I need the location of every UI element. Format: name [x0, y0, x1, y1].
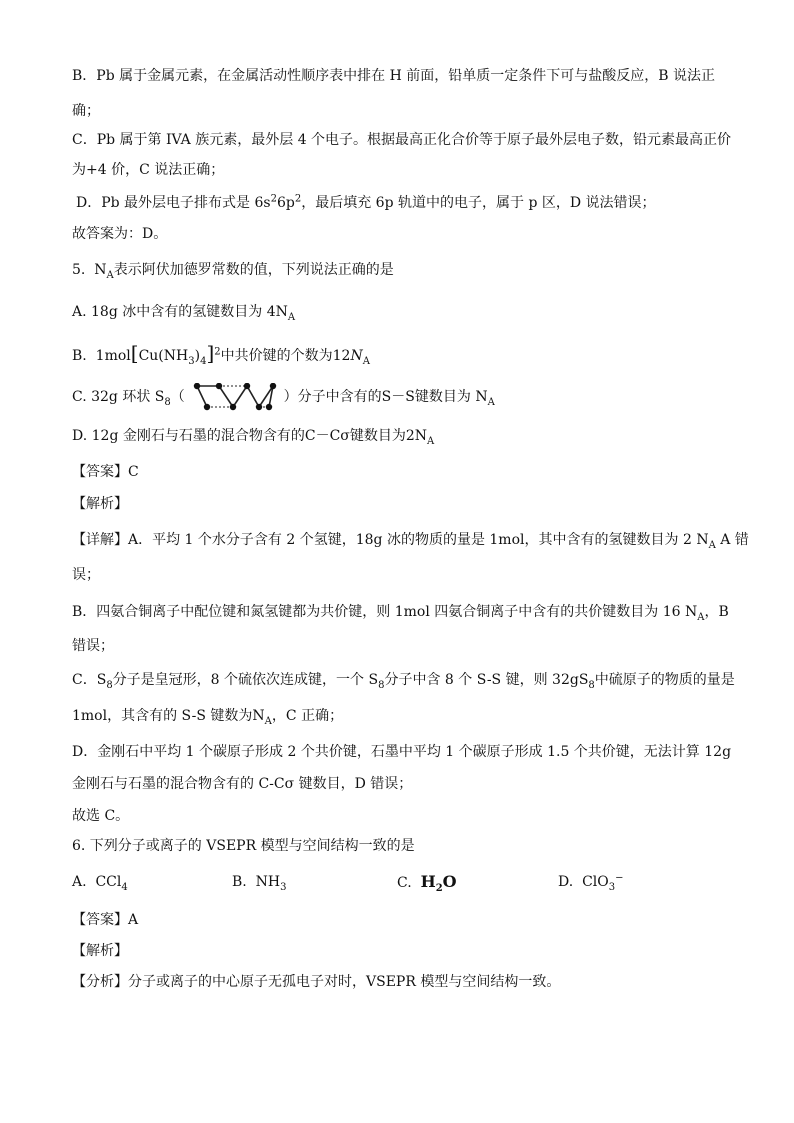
q5-option-b: B. $1mol[Cu(NH_3)_4]^2$中共价键的个数为$12N_A$ [72, 341, 370, 367]
prev-option-c-line1: C．Pb 属于第 IVA 族元素，最外层 4 个电子。根据最高正化合价等于原子最外层电子数，铅元素最高正价 [72, 132, 732, 148]
q6-option-a: A. CCl$_4$ [72, 874, 128, 893]
q5-detail-line8: 金刚石与石墨的混合物含有的 C-Cσ 键数目，D 错误； [72, 776, 413, 792]
prev-option-b-line1: B．Pb 属于金属元素，在金属活动性顺序表中排在 H 前面，铅单质一定条件下可与盐酸反应，B 说法正 [72, 68, 715, 84]
s8-ring-structure-image [189, 383, 279, 411]
q6-stem: 6. 下列分子或离子的 VSEPR 模型与空间结构一致的是 [72, 838, 415, 854]
prev-option-b-line2: 确； [72, 103, 100, 119]
q5-detail-line3: B．四氨合铜离子中配位键和氮氢键都为共价键，则 1mol 四氨合铜离子中含有的共价键数目为 16 $N_A$，B [72, 604, 729, 623]
prev-option-c-line2: 为+4 价，C 说法正确； [72, 162, 225, 178]
prev-option-d: D．Pb 最外层电子排布式是 $6s^26p^2$，最后填充 6p 轨道中的电子，属于 p 区，D 说法错误； [76, 193, 656, 211]
q5-option-c: C. 32g 环状 $S_8$（ ）分子中含有的S－S键数目为 $N_A$ [72, 383, 495, 411]
q5-detail-line6: 1mol，其含有的 S-S 键数为$N_A$，C 正确； [72, 708, 344, 727]
q5-detail-line2: 误； [72, 567, 100, 583]
q6-option-c: C. $H_2O$ [397, 872, 457, 894]
q6-analysis-heading: 【解析】 [72, 943, 128, 959]
q5-detail-line4: 错误； [72, 638, 114, 654]
prev-answer: 故答案为：D。 [72, 226, 168, 242]
q6-option-d: D. ClO$_3$− [558, 872, 624, 893]
q5-detail-line9: 故选 C。 [72, 808, 130, 824]
q5-detail-line1: 【详解】A．平均 1 个水分子含有 2 个氢键，18g 冰的物质的量是 1mol，其中含有的氢键数目为 2 $N_A$ A 错 [72, 532, 749, 551]
q5-answer: 【答案】C [72, 464, 139, 480]
q6-answer: 【答案】A [72, 912, 139, 928]
q5-analysis-heading: 【解析】 [72, 496, 128, 512]
q5-stem: 5. $N_A$表示阿伏加德罗常数的值，下列说法正确的是 [72, 262, 394, 281]
q5-option-a: A. 18g 冰中含有的氢键数目为 $4N_A$ [72, 304, 296, 323]
q5-detail-line7: D．金刚石中平均 1 个碳原子形成 2 个共价键，石墨中平均 1 个碳原子形成 1.5 个共价键，无法计算 12g [72, 744, 732, 760]
q5-detail-line5: C．$S_8$分子是皇冠形，8 个硫依次连成键，一个 $S_8$分子中含 8 个 S-S 键，则 $32gS_8$中硫原子的物质的量是 [72, 672, 735, 691]
q6-analysis-text: 【分析】分子或离子的中心原子无孤电子对时，VSEPR 模型与空间结构一致。 [72, 974, 561, 990]
q6-option-b: B. $NH_3$ [232, 874, 287, 893]
q5-option-d: D. 12g 金刚石与石墨的混合物含有的C－Cσ键数目为$2N_A$ [72, 428, 435, 447]
